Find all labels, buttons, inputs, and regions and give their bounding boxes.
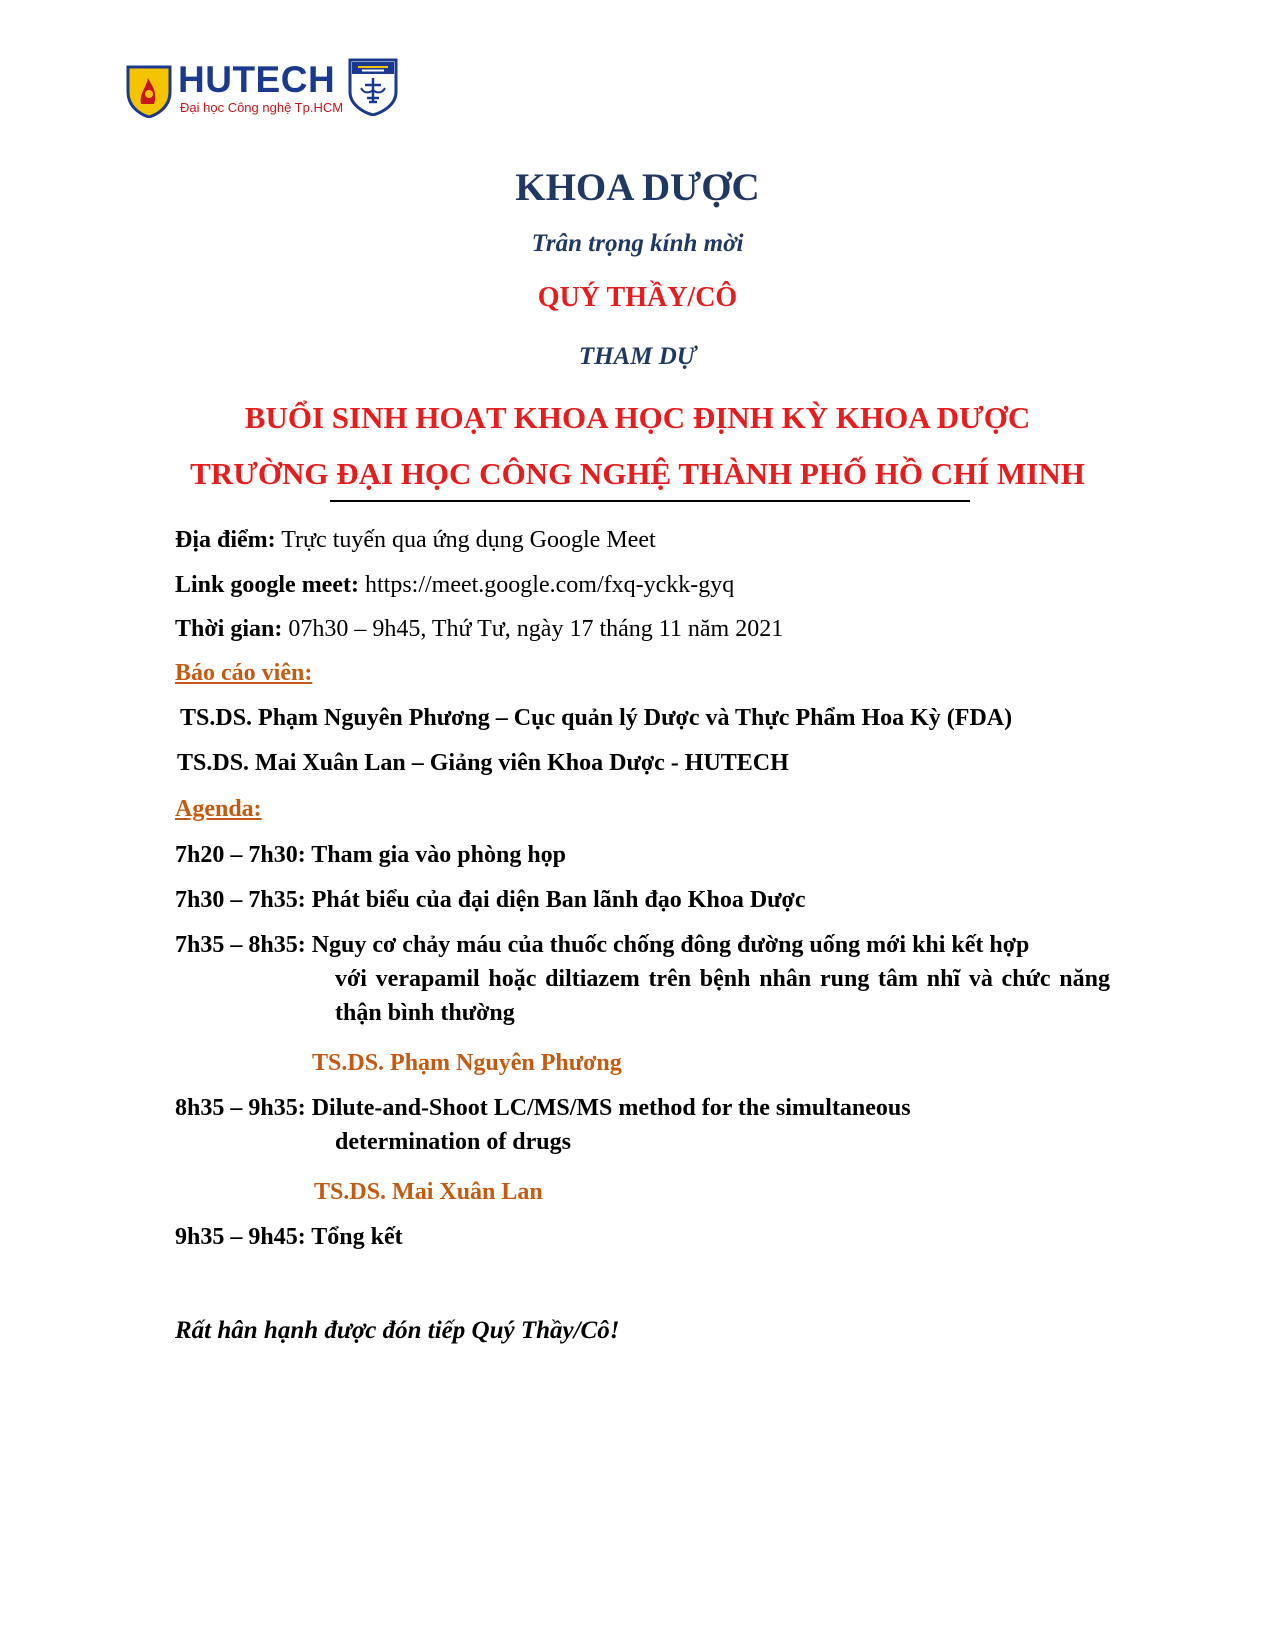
agenda-item: [175, 1220, 1140, 1254]
guests-line: QUÝ THẦY/CÔ: [537, 282, 738, 313]
meet-link-label: Link google meet:: [175, 572, 359, 598]
location-label: Địa điểm:: [175, 527, 276, 553]
agenda-item: [175, 838, 1140, 872]
agenda-title-continuation: với verapamil hoặc diltiazem trên bệnh nhân rung tâm nhĩ và chức năng thận bình thường: [335, 966, 1110, 1026]
event-title-line-1: BUỔI SINH HOẠT KHOA HỌC ĐỊNH KỲ KHOA DƯỢC: [244, 400, 1031, 435]
logo-tagline: Đại học Công nghệ Tp.HCM: [180, 100, 344, 115]
closing-line: Rất hân hạnh được đón tiếp Quý Thầy/Cô!: [175, 1317, 620, 1344]
agenda-title: Tham gia vào phòng họp: [305, 842, 567, 868]
agenda-time: 7h20 – 7h30:: [175, 842, 306, 868]
attend-line: THAM DỰ: [578, 343, 697, 370]
agenda-title: Phát biểu của đại diện Ban lãnh đạo Khoa Dược: [305, 887, 806, 913]
hutech-logo: [126, 56, 416, 126]
hutech-shield-icon: [126, 64, 172, 118]
faculty-emblem-icon: [348, 58, 398, 116]
invitation-line: Trân trọng kính mời: [531, 230, 744, 257]
agenda-item: [175, 883, 1140, 917]
time-value: 07h30 – 9h45, Thứ Tư, ngày 17 tháng 11 năm 2021: [282, 616, 784, 642]
location-row: [175, 525, 656, 555]
meet-link-row: [175, 570, 734, 600]
time-label: Thời gian:: [175, 616, 283, 642]
agenda-presenter: TS.DS. Mai Xuân Lan: [314, 1179, 543, 1205]
agenda-time: 7h30 – 7h35:: [175, 887, 306, 913]
agenda-title: Dilute-and-Shoot LC/MS/MS method for the simultaneous: [305, 1095, 911, 1121]
agenda-title-continuation: determination of drugs: [335, 1129, 571, 1155]
agenda-heading: Agenda:: [175, 796, 262, 822]
agenda-item: [175, 928, 1140, 1026]
location-value: Trực tuyến qua ứng dụng Google Meet: [275, 527, 656, 553]
agenda-presenter: TS.DS. Phạm Nguyên Phương: [312, 1050, 622, 1076]
title-divider: [330, 500, 970, 502]
agenda-item: [175, 1091, 1140, 1155]
event-title-line-2: TRƯỜNG ĐẠI HỌC CÔNG NGHỆ THÀNH PHỐ HỒ CHÍ MINH: [190, 456, 1085, 491]
agenda-time: 8h35 – 9h35:: [175, 1095, 306, 1121]
agenda-time: 9h35 – 9h45:: [175, 1224, 306, 1250]
meet-link-value[interactable]: https://meet.google.com/fxq-yckk-gyq: [358, 572, 735, 598]
speakers-heading: Báo cáo viên:: [175, 660, 313, 686]
faculty-title: KHOA DƯỢC: [515, 166, 760, 209]
speaker-item: TS.DS. Mai Xuân Lan – Giảng viên Khoa Dược - HUTECH: [177, 750, 789, 776]
agenda-time: 7h35 – 8h35:: [175, 932, 306, 958]
agenda-title: Nguy cơ chảy máu của thuốc chống đông đường uống mới khi kết hợp: [305, 932, 1030, 958]
agenda-title: Tổng kết: [305, 1224, 403, 1250]
speaker-item: TS.DS. Phạm Nguyên Phương – Cục quản lý Dược và Thực Phẩm Hoa Kỳ (FDA): [180, 705, 1013, 731]
time-row: [175, 614, 783, 644]
logo-brand-text: HUTECH: [178, 59, 336, 100]
